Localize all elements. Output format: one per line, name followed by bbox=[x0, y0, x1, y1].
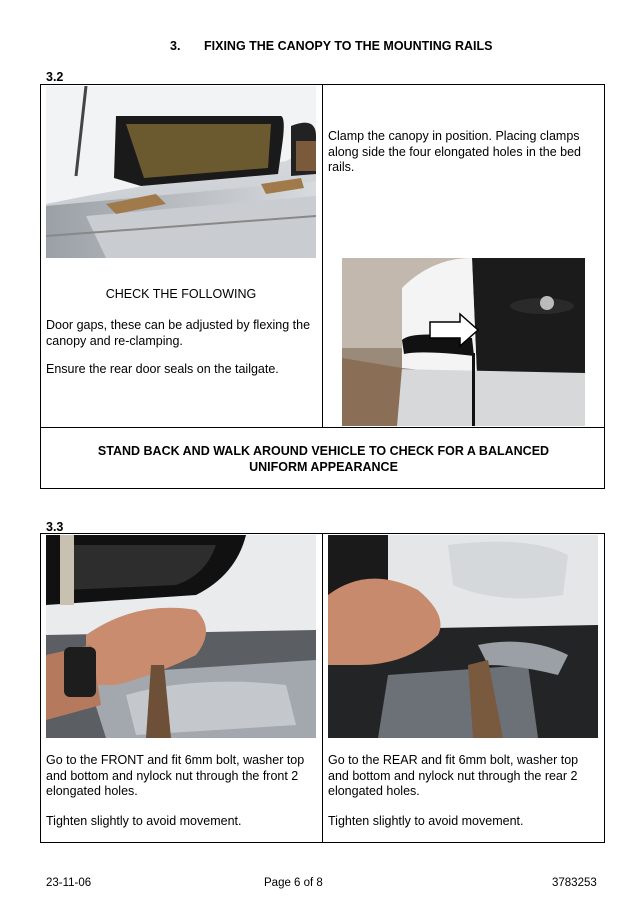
check-door-gaps: Door gaps, these can be adjusted by flexing the canopy and re-clamping. bbox=[46, 318, 311, 348]
check-rear-seal: Ensure the rear door seals on the tailgate. bbox=[46, 362, 279, 376]
section-number: 3. bbox=[170, 39, 181, 53]
front-bolt-photo bbox=[46, 535, 316, 738]
section-title: FIXING THE CANOPY TO THE MOUNTING RAILS bbox=[204, 39, 493, 53]
front-tighten-note: Tighten slightly to avoid movement. bbox=[46, 814, 242, 828]
check-heading: CHECK THE FOLLOWING bbox=[105, 287, 257, 301]
rear-tighten-note: Tighten slightly to avoid movement. bbox=[328, 814, 524, 828]
footer-page-number: Page 6 of 8 bbox=[264, 877, 323, 889]
canopy-clamped-photo bbox=[46, 86, 316, 258]
rear-instruction: Go to the REAR and fit 6mm bolt, washer top and bottom and nylock nut through the rear 2 elongated holes. bbox=[328, 753, 579, 798]
table-divider bbox=[322, 534, 323, 842]
step-3-2-label: 3.2 bbox=[46, 70, 64, 84]
banner-text: STAND BACK AND WALK AROUND VEHICLE TO CHECK FOR A BALANCED UNIFORM APPEARANCE bbox=[97, 444, 550, 474]
footer-doc-number: 3783253 bbox=[552, 877, 597, 889]
step-3-3-label: 3.3 bbox=[46, 520, 64, 534]
footer-date: 23-11-06 bbox=[46, 877, 92, 889]
front-instruction: Go to the FRONT and fit 6mm bolt, washer top and bottom and nylock nut through the front 2 elongated holes. bbox=[46, 753, 305, 798]
clamp-instruction: Clamp the canopy in position. Placing clamps along side the four elongated holes in the bed rails. bbox=[328, 129, 581, 174]
clamp-closeup-photo bbox=[342, 258, 585, 426]
warning-banner bbox=[40, 427, 605, 489]
table-divider bbox=[322, 85, 323, 427]
rear-bolt-photo bbox=[328, 535, 598, 738]
